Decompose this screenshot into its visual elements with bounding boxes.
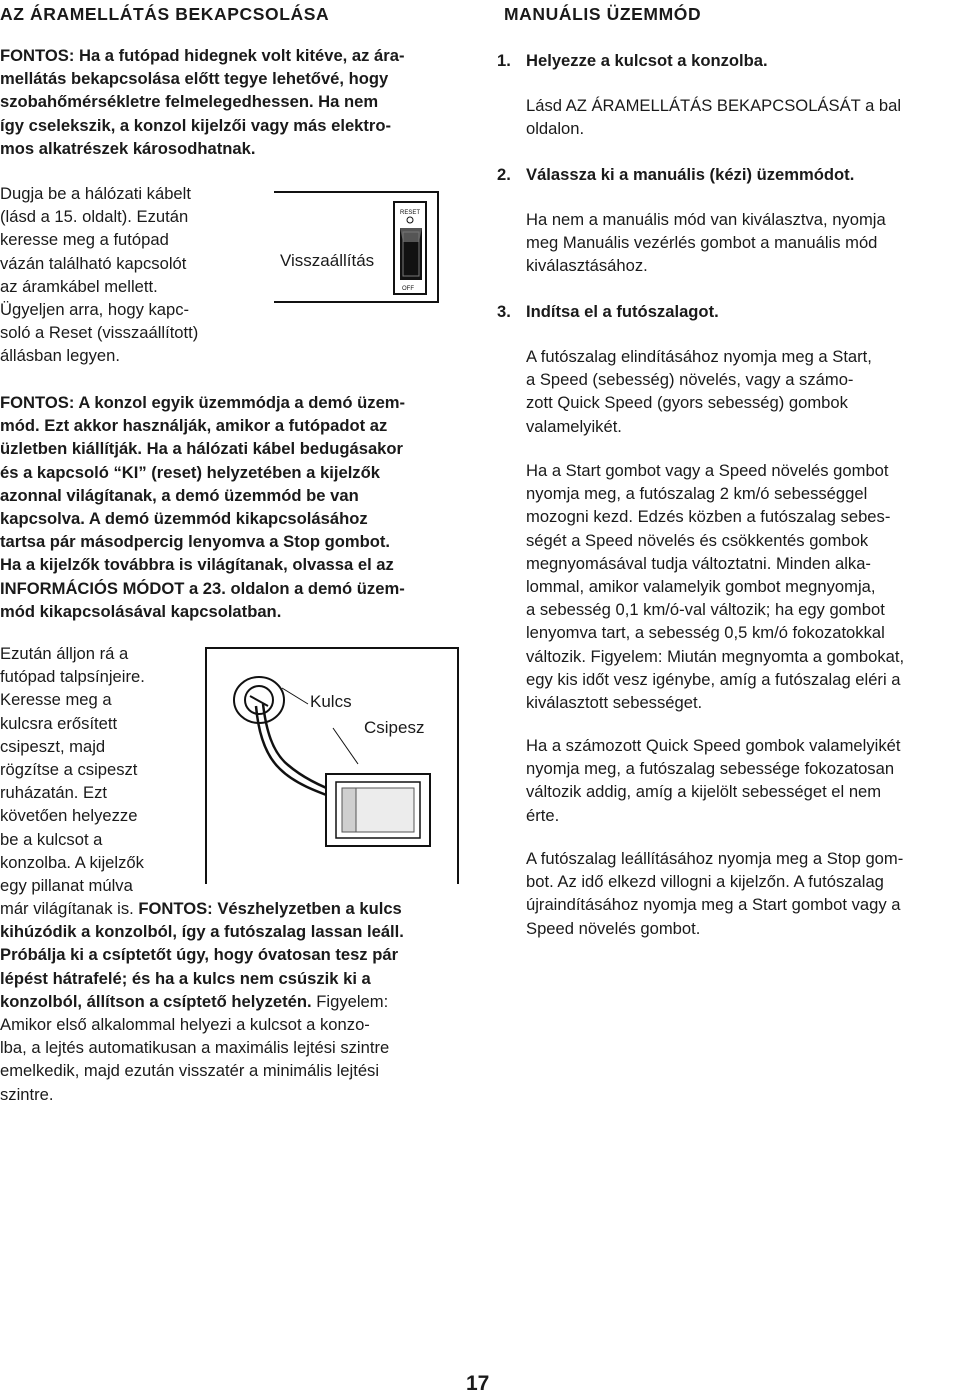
- text-line: (lásd a 15. oldalt). Ezután: [0, 207, 189, 227]
- text-line: mód kikapcsolásával kapcsolatban.: [0, 601, 282, 621]
- key-clip-illustration: [200, 644, 462, 888]
- text-line: konzolba. A kijelzők: [0, 852, 144, 872]
- text-line: csipeszt, majd: [0, 736, 106, 756]
- text-line: mozogni kezd. Edzés közben a futószalag sebes-: [526, 507, 891, 527]
- text-normal: már világítanak is.: [0, 899, 139, 918]
- text-line: az áramkábel mellett.: [0, 276, 158, 296]
- text-line: azonnal világítanak, a demó üzemmód be van: [0, 485, 359, 505]
- step-number: 2.: [497, 165, 511, 184]
- step-paragraph: [526, 459, 904, 714]
- text-line: érte.: [526, 805, 560, 825]
- text-line: egy kis időt vesz igénybe, amíg a futószalag eléri a: [526, 669, 901, 689]
- clip-label: Csipesz: [364, 718, 425, 737]
- text-line: mos alkatrészek károsodhatnak.: [0, 138, 256, 158]
- section-heading-power: AZ ÁRAMELLÁTÁS BEKAPCSOLÁSA: [0, 4, 330, 24]
- text-line: lba, a lejtés automatikusan a maximális lejtési szintre: [0, 1038, 390, 1058]
- text-line: Ha a kijelzők továbbra is világítanak, olvassa el az: [0, 555, 394, 575]
- text-line: megnyomásával tudja változtatni. Minden alka-: [526, 553, 871, 573]
- text-line: oldalon.: [526, 119, 585, 139]
- text-line: futópad talpsínjeire.: [0, 667, 145, 687]
- text-line: [0, 897, 404, 920]
- text-line: emelkedik, majd ezután visszatér a minimális lejtési: [0, 1061, 380, 1081]
- plug-in-instructions: [0, 182, 198, 368]
- text-line: A futószalag leállításához nyomja meg a Stop gom-: [526, 849, 904, 868]
- step-number: 1.: [497, 51, 511, 70]
- text-line: követően helyezze: [0, 806, 138, 826]
- text-line: vázán található kapcsolót: [0, 253, 187, 273]
- power-switch-figure: [262, 190, 442, 304]
- text-line: Dugja be a hálózati kábelt: [0, 184, 191, 203]
- text-line: tartsa pár másodpercig lenyomva a Stop gombot.: [0, 532, 391, 552]
- text-line: változik. Figyelem: Miután megnyomta a gombokat,: [526, 646, 905, 666]
- text-line: változik addig, amíg a kijelölt sebességet el nem: [526, 782, 882, 802]
- step-paragraph: [526, 847, 903, 940]
- text-line: valamelyikét.: [526, 416, 622, 436]
- text-line: nyomja meg, a futószalag sebessége fokozatosan: [526, 759, 895, 779]
- step-title: Indítsa el a futószalagot.: [526, 302, 719, 321]
- text-line: Ügyeljen arra, hogy kapc-: [0, 300, 190, 320]
- text-bold: konzolból, állítson a csíptető helyzetén.: [0, 991, 312, 1011]
- text-line: lépést hátrafelé; és ha a kulcs nem csúszik ki a: [0, 968, 371, 988]
- text-line: mellátás bekapcsolása előtt tegye lehetővé, hogy: [0, 69, 389, 89]
- important-demo-mode-note: [0, 391, 405, 623]
- step-title: Helyezze a kulcsot a konzolba.: [526, 51, 768, 70]
- text-line: és a kapcsoló “KI” (reset) helyzetében a kijelzők: [0, 462, 380, 482]
- text-line: újraindításához nyomja meg a Start gombot vagy a: [526, 895, 901, 915]
- text-line: Ezután álljon rá a: [0, 644, 129, 663]
- step-title: Válassza ki a manuális (kézi) üzemmódot.: [526, 165, 855, 184]
- text-line: egy pillanat múlva: [0, 876, 133, 896]
- text-line: nyomja meg, a futószalag 2 km/ó sebességgel: [526, 484, 868, 504]
- text-line: így cselekszik, a konzol kijelzői vagy más elektro-: [0, 115, 392, 135]
- text-line: Ha a Start gombot vagy a Speed növelés gombot: [526, 461, 889, 480]
- text-line: Speed növelés gombot.: [526, 918, 701, 938]
- key-label: Kulcs: [310, 692, 352, 711]
- text-line: ségét a Speed növelés és csökkentés gombok: [526, 530, 869, 550]
- text-line: Lásd AZ ÁRAMELLÁTÁS BEKAPCSOLÁSÁT a bal: [526, 96, 902, 115]
- key-instructions-wide: [0, 897, 404, 1106]
- text-line: kihúzódik a konzolból, így a futószalag lassan leáll.: [0, 922, 404, 942]
- text-line: lommal, amikor valamelyik gombot megnyomja,: [526, 577, 876, 597]
- text-line: szobahőmérsékletre felmelegedhessen. Ha nem: [0, 92, 379, 112]
- step-paragraph: [526, 94, 901, 140]
- text-line: [0, 990, 404, 1013]
- key-instructions-narrow: [0, 642, 145, 897]
- step-paragraph: [526, 345, 872, 438]
- important-warm-up-note: [0, 44, 404, 160]
- power-switch-illustration: [262, 190, 442, 304]
- text-line: kulcsra erősített: [0, 713, 118, 733]
- text-line: FONTOS: A konzol egyik üzemmódja a demó üzem-: [0, 393, 406, 412]
- section-heading-manual-mode: MANUÁLIS ÜZEMMÓD: [504, 4, 702, 24]
- text-line: meg Manuális vezérlés gombot a manuális mód: [526, 233, 878, 253]
- text-line: a sebesség 0,1 km/ó-val változik; ha egy gombot: [526, 600, 885, 620]
- text-line: soló a Reset (visszaállított): [0, 323, 199, 343]
- text-line: üzletben kiállítják. Ha a hálózati kábel bedugásakor: [0, 439, 403, 459]
- text-line: INFORMÁCIÓS MÓDOT a 23. oldalon a demó üzem-: [0, 578, 405, 598]
- text-line: A futószalag elindításához nyomja meg a Start,: [526, 347, 872, 366]
- text-line: mód. Ezt akkor használják, amikor a futópadot az: [0, 416, 388, 436]
- text-line: szintre.: [0, 1084, 54, 1104]
- text-line: kapcsolva. A demó üzemmód kikapcsolásához: [0, 509, 368, 529]
- text-line: zott Quick Speed (gyors sebesség) gombok: [526, 393, 848, 413]
- step-number: 3.: [497, 302, 511, 321]
- text-line: keresse meg a futópad: [0, 230, 169, 250]
- text-line: Ha nem a manuális mód van kiválasztva, nyomja: [526, 210, 886, 229]
- reset-position-text: RESET: [400, 210, 421, 216]
- step-paragraph: [526, 734, 900, 827]
- text-line: rögzítse a csipeszt: [0, 760, 138, 780]
- text-line: a Speed (sebesség) növelés, vagy a számo-: [526, 370, 854, 390]
- step-paragraph: [526, 208, 886, 278]
- page-number: 17: [466, 1372, 490, 1395]
- text-line: kiválasztott sebességet.: [526, 693, 703, 713]
- key-clip-figure: [200, 644, 462, 888]
- reset-label: Visszaállítás: [280, 251, 375, 270]
- text-line: lenyomva tart, a sebesség 0,5 km/ó fokozatokkal: [526, 623, 885, 643]
- off-position-text: OFF: [402, 286, 414, 292]
- text-line: ruházatán. Ezt: [0, 783, 108, 803]
- text-line: Keresse meg a: [0, 690, 112, 710]
- text-line: Amikor első alkalommal helyezi a kulcsot a konzo-: [0, 1015, 370, 1035]
- text-line: kiválasztásához.: [526, 256, 648, 276]
- text-line: be a kulcsot a: [0, 829, 103, 849]
- text-line: Ha a számozott Quick Speed gombok valamelyikét: [526, 736, 901, 755]
- text-line: FONTOS: Ha a futópad hidegnek volt kitéve, az ára-: [0, 46, 405, 65]
- text-normal: Figyelem:: [311, 991, 389, 1011]
- text-line: állásban legyen.: [0, 346, 120, 366]
- text-line: bot. Az idő elkezd villogni a kijelzőn. A futószalag: [526, 872, 884, 892]
- text-bold: FONTOS: Vészhelyzetben a kulcs: [138, 899, 402, 918]
- text-line: Próbálja ki a csíptetőt úgy, hogy óvatosan tesz pár: [0, 945, 399, 965]
